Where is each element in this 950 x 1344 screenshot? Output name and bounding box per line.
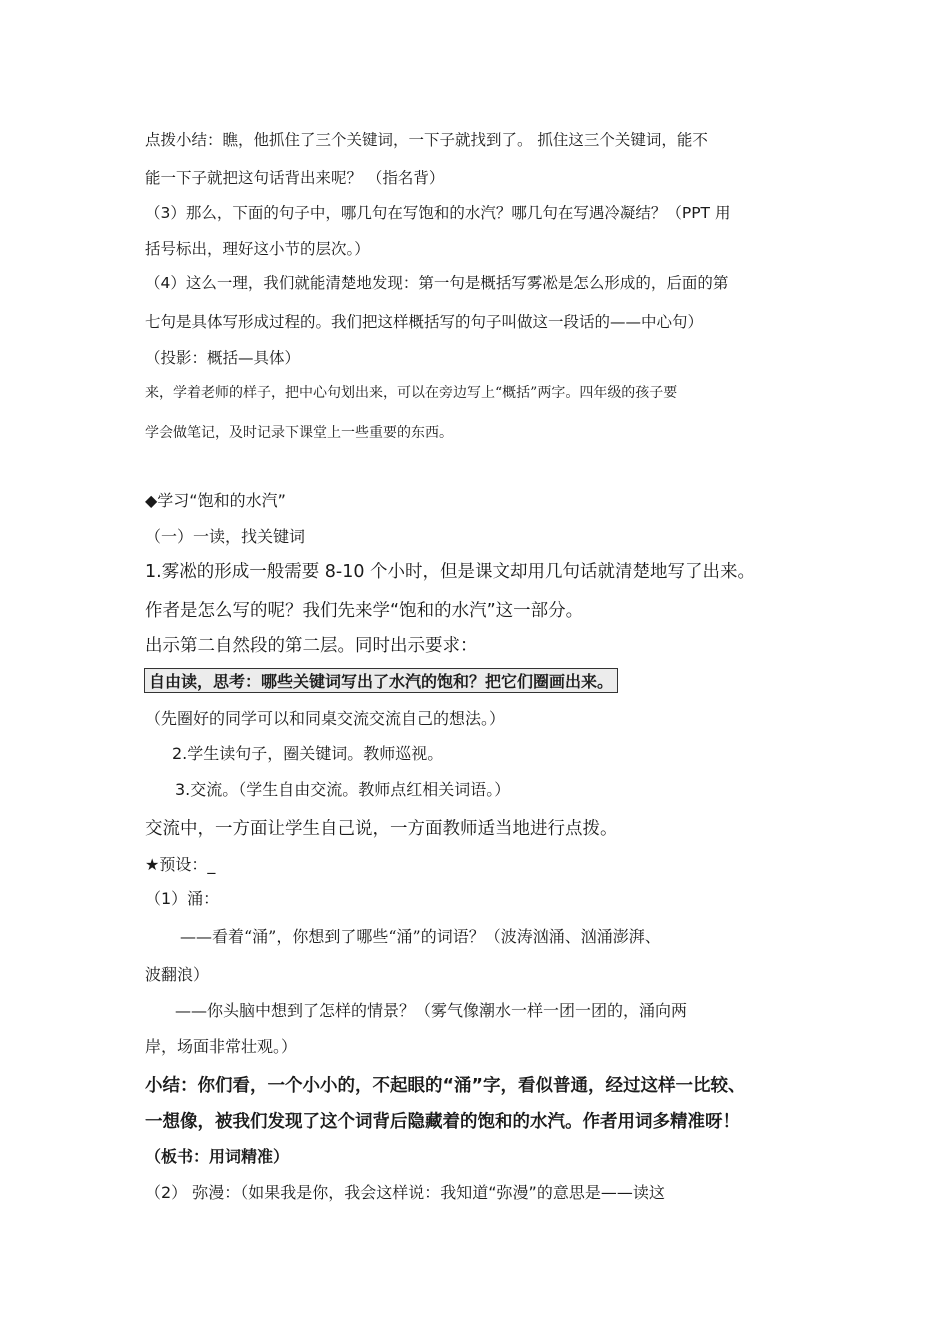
text-line-1: 点拨小结：瞧，他抓住了三个关键词，一下子就找到了。 抓住这三个关键词，能不 bbox=[145, 131, 708, 149]
subsection-heading: （一）一读，找关键词 bbox=[145, 527, 306, 546]
text-line-19: 交流中，一方面让学生自己说，一方面教师适当地进行点拨。 bbox=[145, 819, 618, 839]
text-line-9: 学会做笔记，及时记录下课堂上一些重要的东西。 bbox=[145, 425, 453, 441]
text-line-25: 岸，场面非常壮观。） bbox=[145, 1037, 298, 1056]
text-line-17: 2.学生读句子，圈关键词。教师巡视。 bbox=[172, 744, 444, 763]
text-line-4: 括号标出，理好这小节的层次。） bbox=[145, 240, 370, 258]
text-line-3: （3）那么，下面的句子中，哪几句在写饱和的水汽？哪几句在写遇冷凝结？（PPT 用 bbox=[145, 204, 731, 222]
requirement-box: 自由读，思考：哪些关键词写出了水汽的饱和？把它们圈画出来。 bbox=[144, 668, 618, 693]
text-line-5: （4）这么一理，我们就能清楚地发现：第一句是概括写雾凇是怎么形成的，后面的第 bbox=[145, 274, 729, 292]
text-line-14: 出示第二自然段的第二层。同时出示要求： bbox=[145, 636, 478, 656]
preset-heading: ★预设：_ bbox=[145, 855, 216, 874]
text-line-2: 能一下子就把这句话背出来呢？ （指名背） bbox=[145, 169, 445, 187]
text-line-8: 来，学着老师的样子，把中心句划出来，可以在旁边写上“概括”两字。四年级的孩子要 bbox=[145, 385, 678, 401]
text-line-16: （先圈好的同学可以和同桌交流交流自己的想法。） bbox=[145, 709, 506, 728]
summary-line-1: 小结：你们看，一个小小的，不起眼的“涌”字，看似普通，经过这样一比较、 bbox=[145, 1076, 746, 1096]
text-line-13: 作者是怎么写的呢？我们先来学“饱和的水汽”这一部分。 bbox=[145, 601, 584, 621]
text-line-23: 波翻浪） bbox=[145, 965, 210, 984]
text-line-12: 1.雾凇的形成一般需要 8-10 个小时，但是课文却用几句话就清楚地写了出来。 bbox=[145, 562, 756, 582]
text-line-6: 七句是具体写形成过程的。我们把这样概括写的句子叫做这一段话的——中心句） bbox=[145, 313, 704, 331]
summary-line-2: 一想像，被我们发现了这个词背后隐藏着的饱和的水汽。作者用词多精准呀！ bbox=[145, 1112, 740, 1132]
text-line-7: （投影：概括—具体） bbox=[145, 349, 301, 367]
text-line-21: （1）涌： bbox=[145, 889, 220, 908]
text-line-29: （2） 弥漫：（如果我是你，我会这样说：我知道“弥漫”的意思是——读这 bbox=[145, 1183, 665, 1202]
text-line-24: ——你头脑中想到了怎样的情景？（雾气像潮水一样一团一团的，涌向两 bbox=[175, 1001, 688, 1020]
section-heading: ◆学习“饱和的水汽” bbox=[145, 491, 286, 510]
text-line-22: ——看着“涌”，你想到了哪些“涌”的词语？（波涛汹涌、汹涌澎湃、 bbox=[180, 927, 661, 946]
text-line-18: 3.交流。（学生自由交流。教师点红相关词语。） bbox=[175, 780, 511, 799]
board-note: （板书：用词精准） bbox=[145, 1147, 290, 1166]
